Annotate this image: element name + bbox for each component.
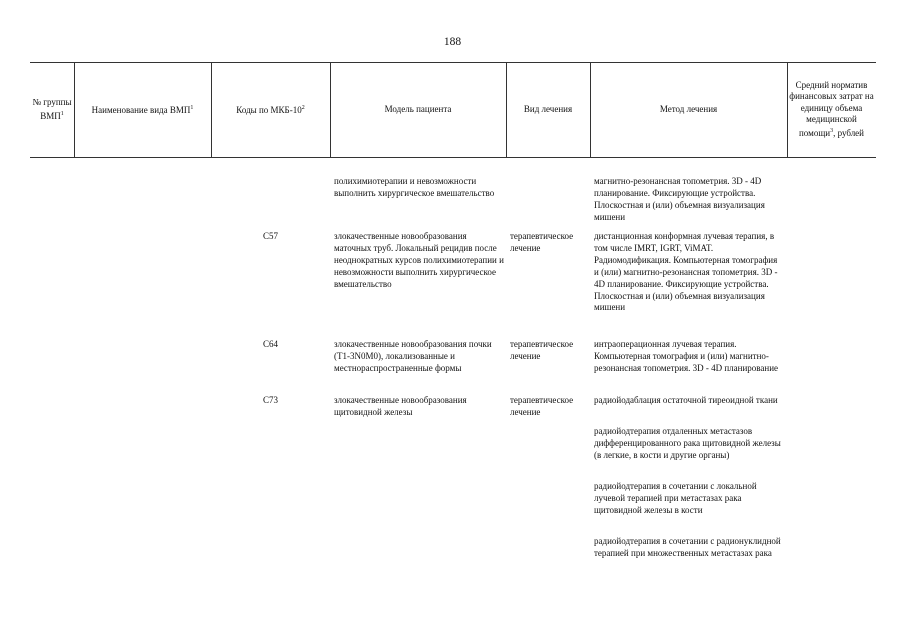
row-treatment-method: радиойодтерапия в сочетании с радионуклидной терапией при множественных метастазах рака [594, 536, 781, 558]
row-icd-code: C57 [262, 231, 278, 241]
row-icd-code: C64 [262, 339, 278, 349]
header-icd-codes: Коды по МКБ-$10^2$ [236, 104, 305, 115]
row-patient-model: злокачественные новообразования щитовидной железы [334, 395, 467, 417]
header-treatment-method: Метод лечения [659, 103, 718, 114]
table-header-bottom-border [30, 157, 876, 158]
row-treatment-type: терапевтическое лечение [510, 395, 574, 417]
row-treatment-method: дистанционная конформная лучевая терапия, в том числе IMRT, IGRT, ViMAT. Радиомодификация. Компьютерная томография и (или) магнитно-резонансная топометрия. 3D - 4D планирование. Фиксирующие устройства. Плоскостная и (или) объемная визуализация мишени [594, 231, 778, 313]
page-number: 188 [443, 36, 462, 48]
row-treatment-method: радиойодтерапия отдаленных метастазов дифференцированного рака щитовидной железы (в легкие, в кости и другие органы) [594, 426, 781, 460]
row-treatment-method: магнитно-резонансная топометрия. 3D - 4D планирование. Фиксирующие устройства. Плоскостная и (или) объемная визуализация мишени [594, 176, 765, 222]
header-patient-model: Модель пациента [384, 103, 452, 114]
header-group-number: № группы ВМП$^1$ [32, 97, 72, 121]
row-patient-model: злокачественные новообразования почки (T1-3N0M0), локализованные и местнораспространенные формы [334, 339, 492, 373]
row-patient-model: злокачественные новообразования маточных труб. Локальный рецидив после неоднократных курсов полихимиотерапии и невозможности выполнить хирургическое вмешательство [334, 231, 504, 289]
row-treatment-method: интраоперационная лучевая терапия. Компьютерная томография и (или) магнитно-резонансная топометрия. 3D - 4D планирование [594, 339, 779, 373]
row-patient-model: полихимиотерапии и невозможности выполнить хирургическое вмешательство [334, 176, 495, 198]
row-treatment-type: терапевтическое лечение [510, 339, 574, 361]
header-vmp-name: Наименование вида ВМП$^1$ [91, 104, 194, 115]
row-treatment-method: радиойодтерапия в сочетании с локальной лучевой терапией при метастазах рака щитовидной железы в кости [594, 481, 757, 515]
row-treatment-method: радиойодаблация остаточной тиреоидной ткани [594, 395, 778, 405]
header-treatment-type: Вид лечения [523, 103, 573, 114]
row-treatment-type: терапевтическое лечение [510, 231, 574, 253]
row-icd-code: C73 [262, 395, 278, 405]
header-cost-standard: Средний норматив финансовых затрат на единицу объема медицинской помощи$^3$, рублей [789, 79, 874, 138]
